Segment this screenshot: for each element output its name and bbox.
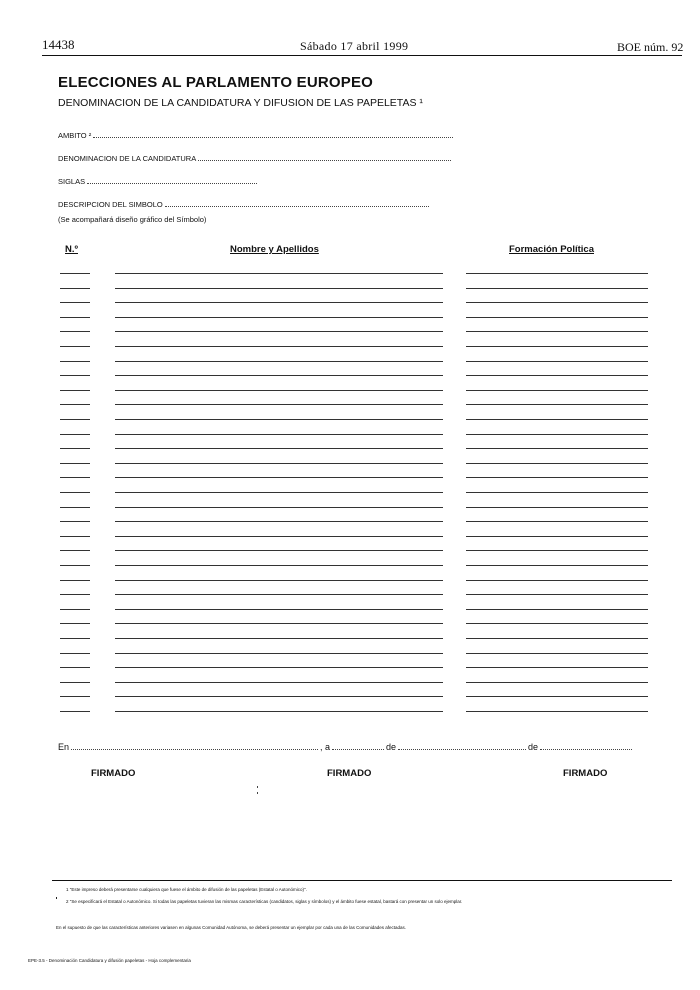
row-party-line[interactable] <box>466 623 648 624</box>
row-name-line[interactable] <box>115 448 443 449</box>
row-party-line[interactable] <box>466 434 648 435</box>
bulletin-number: BOE núm. 92 <box>617 40 684 54</box>
row-party-line[interactable] <box>466 477 648 478</box>
row-party-line[interactable] <box>466 638 648 639</box>
signed-label-3: FIRMADO <box>563 768 608 779</box>
ambito-label: AMBITO ² <box>58 131 92 140</box>
row-number-line[interactable] <box>60 696 90 697</box>
row-name-line[interactable] <box>115 711 443 712</box>
row-number-line[interactable] <box>60 667 90 668</box>
de-label-1: de <box>386 742 397 752</box>
row-name-line[interactable] <box>115 521 443 522</box>
row-number-line[interactable] <box>60 331 90 332</box>
row-number-line[interactable] <box>60 448 90 449</box>
row-party-line[interactable] <box>466 288 648 289</box>
place-dotted-line[interactable] <box>71 743 318 750</box>
signature-place-date-line <box>58 742 634 752</box>
year-dotted-line[interactable] <box>540 743 632 750</box>
footnote-rule <box>52 880 672 881</box>
column-party-header: Formación Política <box>509 244 594 255</box>
column-number-header: N.º <box>65 244 78 255</box>
row-number-line[interactable] <box>60 288 90 289</box>
row-name-line[interactable] <box>115 331 443 332</box>
header-rule <box>42 55 682 56</box>
descripcion-dotted-line[interactable] <box>165 200 429 207</box>
row-name-line[interactable] <box>115 477 443 478</box>
row-party-line[interactable] <box>466 390 648 391</box>
row-name-line[interactable] <box>115 317 443 318</box>
row-name-line[interactable] <box>115 463 443 464</box>
row-number-line[interactable] <box>60 638 90 639</box>
symbol-note: (Se acompañará diseño gráfico del Símbolo) <box>58 215 207 224</box>
row-name-line[interactable] <box>115 492 443 493</box>
row-name-line[interactable] <box>115 594 443 595</box>
row-party-line[interactable] <box>466 317 648 318</box>
row-party-line[interactable] <box>466 653 648 654</box>
row-number-line[interactable] <box>60 375 90 376</box>
row-name-line[interactable] <box>115 507 443 508</box>
row-party-line[interactable] <box>466 521 648 522</box>
form-code: EPE-3.5 - Denominación Candidatura y difusión papeletas - Hoja complementaria <box>28 958 191 963</box>
row-party-line[interactable] <box>466 550 648 551</box>
descripcion-label: DESCRIPCION DEL SIMBOLO <box>58 200 163 209</box>
row-number-line[interactable] <box>60 302 90 303</box>
row-name-line[interactable] <box>115 302 443 303</box>
row-party-line[interactable] <box>466 507 648 508</box>
row-party-line[interactable] <box>466 404 648 405</box>
row-party-line[interactable] <box>466 463 648 464</box>
row-name-line[interactable] <box>115 580 443 581</box>
row-number-line[interactable] <box>60 273 90 274</box>
ambito-field[interactable] <box>58 131 453 140</box>
row-name-line[interactable] <box>115 609 443 610</box>
page-number: 14438 <box>42 37 75 52</box>
row-number-line[interactable] <box>60 463 90 464</box>
row-party-line[interactable] <box>466 565 648 566</box>
row-number-line[interactable] <box>60 361 90 362</box>
signed-label-1: FIRMADO <box>91 768 136 779</box>
row-party-line[interactable] <box>466 448 648 449</box>
row-name-line[interactable] <box>115 638 443 639</box>
row-name-line[interactable] <box>115 404 443 405</box>
row-name-line[interactable] <box>115 273 443 274</box>
row-name-line[interactable] <box>115 696 443 697</box>
row-party-line[interactable] <box>466 419 648 420</box>
denominacion-field[interactable] <box>58 154 451 163</box>
row-number-line[interactable] <box>60 594 90 595</box>
scan-speck <box>257 792 258 794</box>
denominacion-label: DENOMINACION DE LA CANDIDATURA <box>58 154 197 163</box>
row-party-line[interactable] <box>466 492 648 493</box>
denominacion-dotted-line[interactable] <box>198 154 451 161</box>
row-party-line[interactable] <box>466 580 648 581</box>
row-name-line[interactable] <box>115 434 443 435</box>
row-party-line[interactable] <box>466 331 648 332</box>
siglas-label: SIGLAS <box>58 177 86 186</box>
row-name-line[interactable] <box>115 550 443 551</box>
row-number-line[interactable] <box>60 404 90 405</box>
row-party-line[interactable] <box>466 594 648 595</box>
row-name-line[interactable] <box>115 346 443 347</box>
row-number-line[interactable] <box>60 536 90 537</box>
row-number-line[interactable] <box>60 580 90 581</box>
siglas-field[interactable] <box>58 177 257 186</box>
row-name-line[interactable] <box>115 667 443 668</box>
row-name-line[interactable] <box>115 361 443 362</box>
row-party-line[interactable] <box>466 273 648 274</box>
row-name-line[interactable] <box>115 375 443 376</box>
descripcion-field[interactable] <box>58 200 429 209</box>
row-party-line[interactable] <box>466 667 648 668</box>
row-number-line[interactable] <box>60 492 90 493</box>
row-party-line[interactable] <box>466 361 648 362</box>
row-number-line[interactable] <box>60 682 90 683</box>
row-number-line[interactable] <box>60 521 90 522</box>
ambito-dotted-line[interactable] <box>93 131 453 138</box>
row-name-line[interactable] <box>115 565 443 566</box>
de-label-2: de <box>528 742 539 752</box>
column-name-header: Nombre y Apellidos <box>230 244 319 255</box>
siglas-dotted-line[interactable] <box>87 177 257 184</box>
row-party-line[interactable] <box>466 302 648 303</box>
row-party-line[interactable] <box>466 346 648 347</box>
month-dotted-line[interactable] <box>398 743 526 750</box>
row-number-line[interactable] <box>60 390 90 391</box>
row-number-line[interactable] <box>60 477 90 478</box>
row-number-line[interactable] <box>60 507 90 508</box>
a-label: , a <box>320 742 331 752</box>
row-name-line[interactable] <box>115 682 443 683</box>
form-subtitle: DENOMINACION DE LA CANDIDATURA Y DIFUSION DE LAS PAPELETAS ¹ <box>58 97 423 109</box>
form-title: ELECCIONES AL PARLAMENTO EUROPEO <box>58 74 374 91</box>
row-number-line[interactable] <box>60 317 90 318</box>
publication-date: Sábado 17 abril 1999 <box>300 39 409 53</box>
row-name-line[interactable] <box>115 623 443 624</box>
row-name-line[interactable] <box>115 419 443 420</box>
en-label: En <box>58 742 70 752</box>
row-party-line[interactable] <box>466 536 648 537</box>
row-number-line[interactable] <box>60 346 90 347</box>
row-party-line[interactable] <box>466 682 648 683</box>
row-name-line[interactable] <box>115 536 443 537</box>
row-number-line[interactable] <box>60 550 90 551</box>
row-number-line[interactable] <box>60 711 90 712</box>
row-number-line[interactable] <box>60 609 90 610</box>
footnote-3: En el supuesto de que las características anteriores variasen en algunas Comunidad Autónoma, se deberá presentar un ejemplar por cada una de las Comunidades afectadas. <box>56 925 406 930</box>
day-dotted-line[interactable] <box>332 743 384 750</box>
row-number-line[interactable] <box>60 653 90 654</box>
row-number-line[interactable] <box>60 565 90 566</box>
footnote-marker <box>56 897 57 899</box>
row-party-line[interactable] <box>466 696 648 697</box>
signed-label-2: FIRMADO <box>327 768 372 779</box>
row-party-line[interactable] <box>466 609 648 610</box>
row-name-line[interactable] <box>115 288 443 289</box>
scan-speck <box>257 786 258 788</box>
row-number-line[interactable] <box>60 434 90 435</box>
row-number-line[interactable] <box>60 419 90 420</box>
footnote-2: 2 "Se especificará el Estatal o Autonómico. Si todas las papeletas tuvieran las mismas características (candidatos, siglas y símbolos) y el ámbito fuese estatal, bastará con presentar un solo ejemplar. <box>66 899 463 904</box>
footnote-1: 1 "Este impreso deberá presentarse cualquiera que fuese el ámbito de difusión de las papeletas (Estatal o Autonómico)". <box>66 887 307 892</box>
row-party-line[interactable] <box>466 711 648 712</box>
row-number-line[interactable] <box>60 623 90 624</box>
row-name-line[interactable] <box>115 390 443 391</box>
row-name-line[interactable] <box>115 653 443 654</box>
row-party-line[interactable] <box>466 375 648 376</box>
